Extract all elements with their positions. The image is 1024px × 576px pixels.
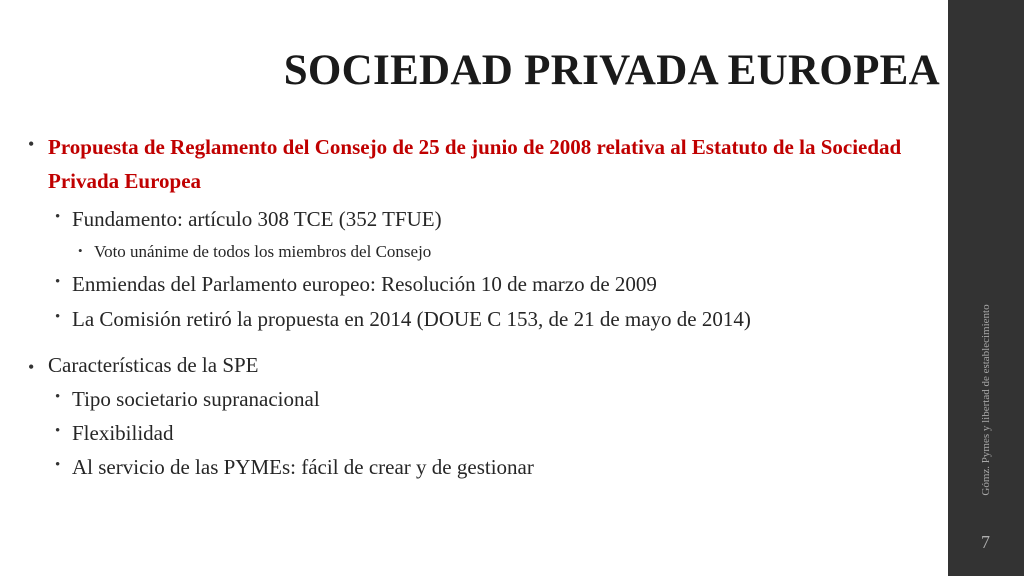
section-1-heading: Propuesta de Reglamento del Consejo de 25 de junio de 2008 relativa al Estatuto de la Sociedad Privada Europea — [48, 135, 902, 193]
list-item-text: Al servicio de las PYMEs: fácil de crear y de gestionar — [72, 455, 534, 479]
slide-title: SOCIEDAD PRIVADA EUROPEA — [283, 47, 940, 94]
bullet-dot-icon: • — [55, 274, 61, 290]
section-2-heading: Características de la SPE — [48, 353, 259, 377]
list-item-text: Enmiendas del Parlamento europeo: Resolución 10 de marzo de 2009 — [72, 272, 657, 296]
sidebar-footer-note: Gómz. Pymes y libertad de establecimiento — [980, 304, 992, 496]
bullet-dot-icon: • — [28, 357, 35, 377]
bullet-dot-icon: • — [55, 389, 61, 405]
bullet-dot-icon: • — [28, 134, 35, 154]
list-item-text: Tipo societario supranacional — [72, 387, 320, 411]
bullet-dot-icon: • — [55, 209, 61, 225]
page-number: 7 — [981, 532, 990, 552]
list-item-text: Voto unánime de todos los miembros del Consejo — [94, 242, 432, 261]
list-item-text: Fundamento: artículo 308 TCE (352 TFUE) — [72, 207, 442, 231]
list-item-text: La Comisión retiró la propuesta en 2014 (DOUE C 153, de 21 de mayo de 2014) — [72, 307, 751, 331]
bullet-dot-icon: • — [78, 243, 83, 258]
list-item-text: Flexibilidad — [72, 421, 174, 445]
bullet-dot-icon: • — [55, 457, 61, 473]
bullet-dot-icon: • — [55, 309, 61, 325]
bullet-dot-icon: • — [55, 423, 61, 439]
